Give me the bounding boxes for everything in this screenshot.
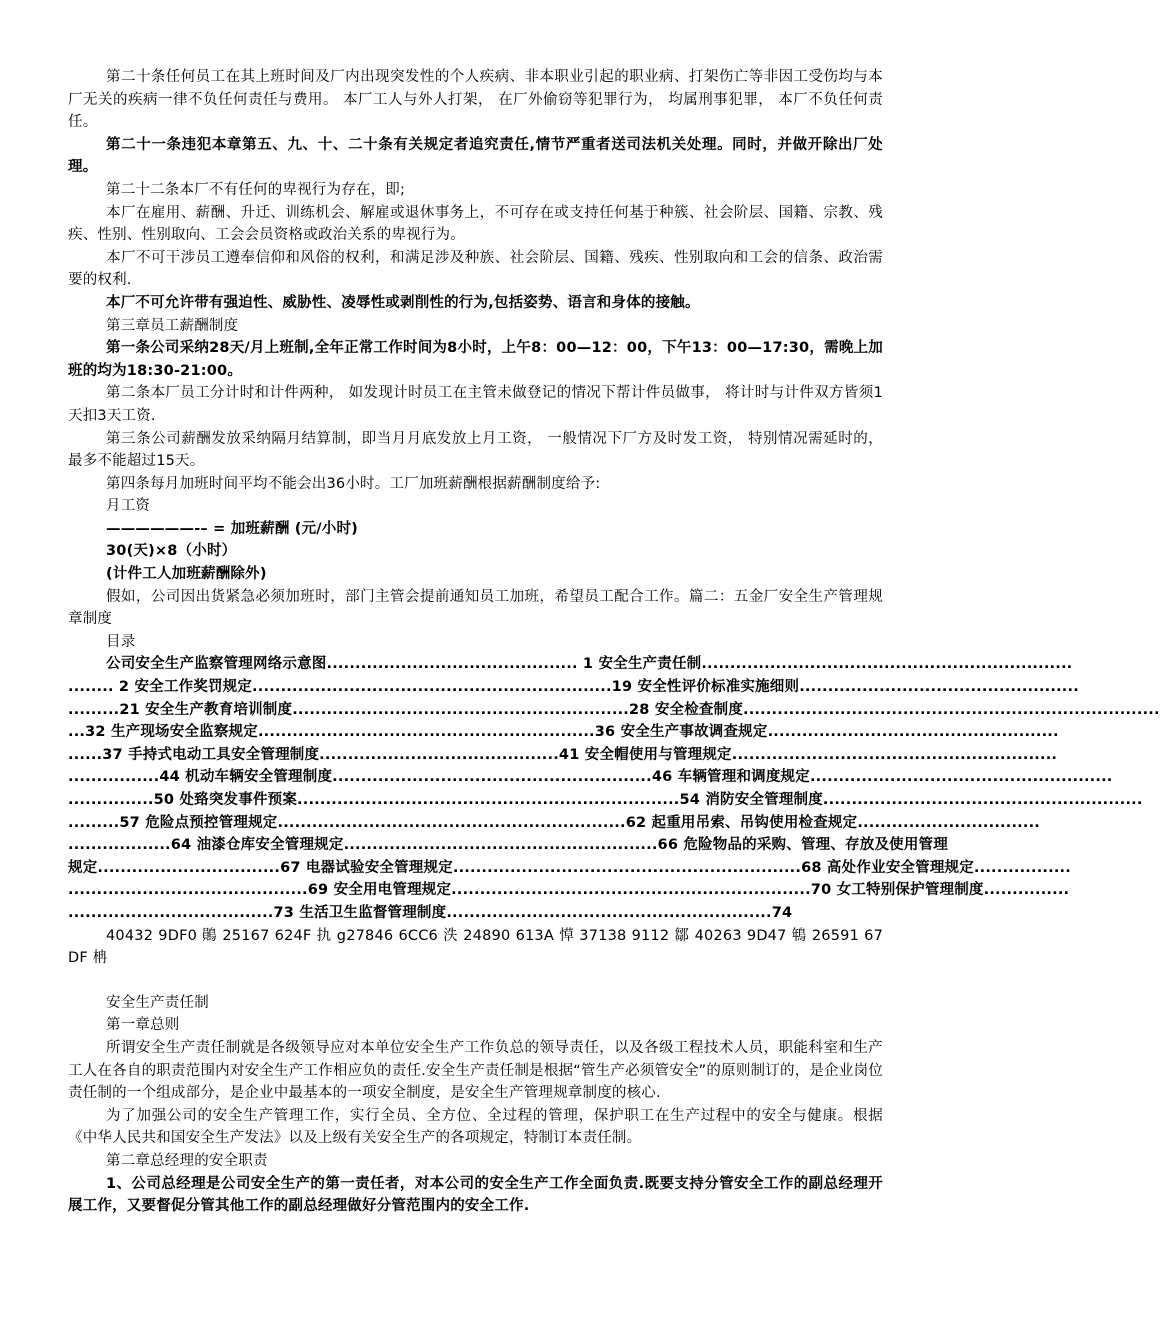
toc-line: ....................................73 生活卫生监督管理制度.........................................................74 <box>68 904 793 921</box>
table-of-contents <box>68 653 1160 924</box>
toc-title: 目录 <box>106 633 136 650</box>
toc-line: .........57 危险点预控管理规定.............................................................62 起重用吊索、吊钩使用检查规定................................ <box>68 814 1040 831</box>
toc-line: 规定................................67 电器试验安全管理规定.............................................................68 高处作业安全管理规定................. <box>68 859 1071 876</box>
toc-line: ...............50 处臵突发事件预案...................................................................54 消防安全管理制度........................................................ <box>68 792 1143 808</box>
garbled-code-line: 40432 9DF0 鶰 25167 624F 扏 g27846 6CC6 泆 24890 613A 愺 37138 9112 鄒 40263 9D47 鵇 26591 67DF 柟 <box>68 927 883 967</box>
toc-line: ......37 手持式电动工具安全管理制度..........................................41 安全帽使用与管理规定......................................................... <box>68 746 1058 763</box>
toc-line: ..........................................69 安全用电管理规定...............................................................70 女工特别保护管理制度............... <box>68 882 1070 899</box>
anti-discrimination-paragraph: 本厂在雇用、薪酬、升迁、训练机会、解雇或退休事务上，不可存在或支持任何基于种簇、社会阶层、国籍、宗教、残疾、性别、性别取向、工会会员资格或政治关系的卑视行为。 <box>68 204 883 244</box>
responsibility-purpose: 为了加强公司的安全生产管理工作，实行全员、全方位、全过程的管理，保护职工在生产过程中的安全与健康。根据《中华人民共和国安全生产发法》以及上级有关安全生产的各项规定，特制订本责任制。 <box>68 1107 883 1147</box>
chapter-3-title: 第三章员工薪酬制度 <box>106 317 239 334</box>
article-21: 第二十一条违犯本章第五、九、十、二十条有关规定者追究责任,情节严重者送司法机关处理。同时，并做开除出厂处理。 <box>68 136 883 176</box>
document-page <box>68 66 1160 1218</box>
toc-line: ................44 机动车辆安全管理制度........................................................46 车辆管理和调度规定..................................................... <box>68 769 1113 786</box>
salary-article-1: 第一条公司采纳28天/月上班制,全年正常工作时间为8小时，上午8：00—12：00，下午13：00—17:30，需晚上加班的均为18:30-21:00。 <box>68 340 883 379</box>
salary-article-3: 第三条公司薪酬发放采纳隔月结算制，即当月月底发放上月工资， 一般情况下厂方及时发工资， 特别情况需延时的， 最多不能超过15天。 <box>68 430 883 470</box>
chapter-2-title: 第二章总经理的安全职责 <box>106 1152 268 1169</box>
toc-line: 公司安全生产监察管理网络示意图............................................ 1 安全生产责任制................................................................. <box>106 656 1073 673</box>
formula-line: ——————-– = 加班薪酬 (元/小时) <box>106 520 359 537</box>
section-title: 安全生产责任制 <box>106 994 209 1011</box>
gm-duty-1: 1、公司总经理是公司安全生产的第一责任者，对本公司的安全生产工作全面负责.既要支持分管安全工作的副总经理开展工作，又要督促分管其他工作的副总经理做好分管范围内的安全工作. <box>68 1175 883 1215</box>
salary-article-4: 第四条每月加班时间平均不能会出36小时。工厂加班薪酬根据薪酬制度给予: <box>106 475 601 492</box>
formula-numerator: 月工资 <box>106 498 151 515</box>
overtime-paragraph: 假如，公司因出货紧急必须加班时，部门主管会提前通知员工加班，希望员工配合工作。篇二：五金厂安全生产管理规章制度 <box>68 588 883 628</box>
toc-line: .........21 安全生产教育培训制度...........................................................28 安全检查制度......................................................................... <box>68 701 1160 718</box>
beliefs-paragraph: 本厂不可干涉员工遵奉信仰和风俗的权利，和满足涉及种族、社会阶层、国籍、残疾、性别取向和工会的信条、政治需要的权利. <box>68 249 883 289</box>
article-22: 第二十二条本厂不有任何的卑视行为存在，即; <box>106 181 406 198</box>
toc-line: ..................64 油漆仓库安全管理规定.......................................................66 危险物品的采购、管理、存放及使用管理 <box>68 837 948 854</box>
responsibility-definition: 所谓安全生产责任制就是各级领导应对本单位安全生产工作负总的领导责任，以及各级工程技术人员，职能科室和生产工人在各自的职责范围内对安全生产工作相应负的责任.安全生产责任制是根据“管生产必须管安全”的原则制订的，是企业岗位责任制的一个组成部分，是企业中最基本的一项安全制度，是安全生产管理规章制度的核心. <box>68 1039 883 1102</box>
formula-note: (计件工人加班薪酬除外) <box>106 566 267 583</box>
toc-line: ........ 2 安全工作奖罚规定...............................................................19 安全性评价标准实施细则................................................. <box>68 679 1079 696</box>
formula-denominator: 30(天)×8（小时） <box>106 543 237 560</box>
article-20: 第二十条任何员工在其上班时间及厂内出现突发性的个人疾病、非本职业引起的职业病、打架伤亡等非因工受伤均与本厂无关的疾病一律不负任何责任与费用。 本厂工人与外人打架， 在厂外偷窃等犯罪行为， 均属刑事犯罪， 本厂不负任何责任。 <box>68 69 883 131</box>
salary-article-2: 第二条本厂员工分计时和计件两种， 如发现计时员工在主管未做登记的情况下帮计件员做事， 将计时与计件双方皆须1天扣3天工资. <box>68 385 883 424</box>
coercion-paragraph: 本厂不可允许带有强迫性、威胁性、凌辱性或剥削性的行为,包括姿势、语言和身体的接触。 <box>106 294 700 311</box>
chapter-1-title: 第一章总则 <box>106 1017 180 1034</box>
toc-line: ...32 生产现场安全监察规定...........................................................36 安全生产事故调查规定................................................... <box>68 724 1059 741</box>
